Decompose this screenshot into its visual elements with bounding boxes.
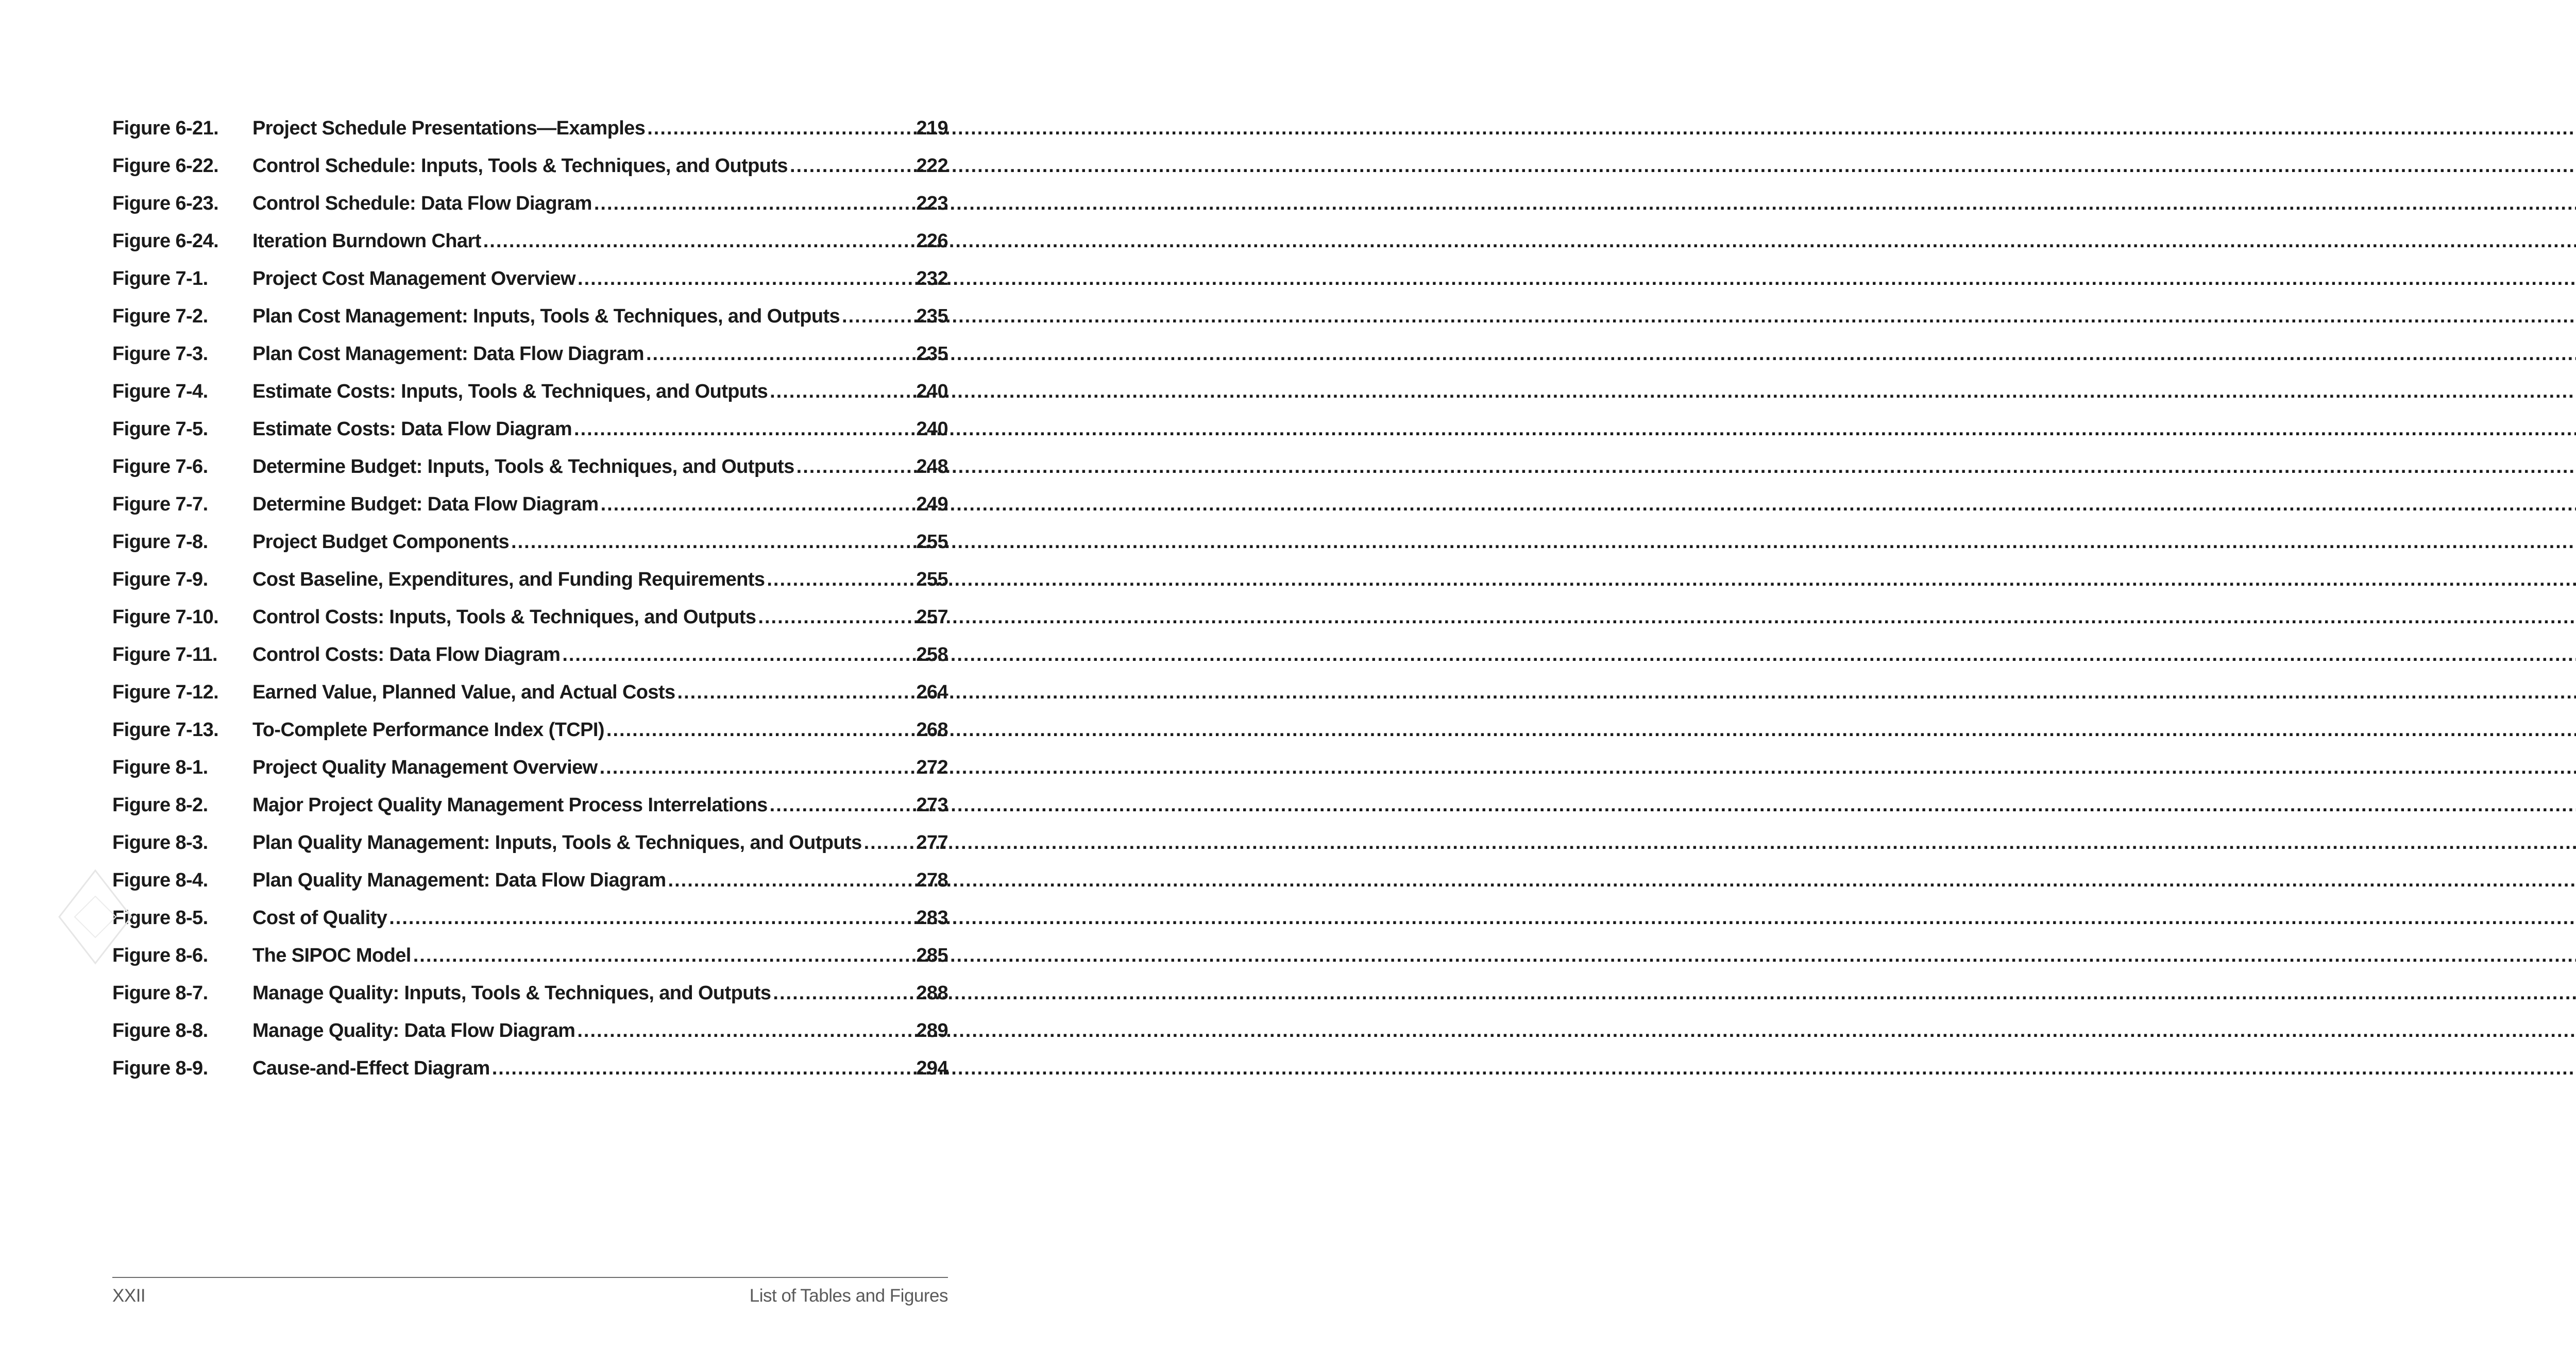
figure-number: Figure 8-1. [112,757,208,778]
figure-page-number: 235 [916,343,948,365]
figure-page-number: 288 [916,982,948,1004]
figure-number: Figure 8-3. [112,832,208,854]
figure-page-number: 232 [916,268,948,289]
dot-leader [677,681,914,704]
figure-page-number: 248 [916,456,948,477]
figure-page-number: 283 [916,907,948,929]
figure-page-number: 255 [916,569,948,590]
figure-page-number: 277 [916,832,948,854]
dot-leader [864,832,914,854]
dot-leader [389,907,914,929]
toc-entry[interactable] [112,757,948,794]
figure-title: Determine Budget: Data Flow Diagram [252,493,599,515]
toc-entry[interactable] [112,1057,948,1095]
figure-title: The SIPOC Model [252,945,411,966]
figure-page-number: 240 [916,381,948,402]
figure-number: Figure 7-10. [112,606,219,628]
figure-title: Control Schedule: Data Flow Diagram [252,193,592,214]
figure-page-number: 289 [916,1020,948,1042]
figure-title: Plan Quality Management: Data Flow Diagram [252,869,666,891]
dot-leader [562,644,914,666]
figure-page-number: 219 [916,117,948,139]
figure-number: Figure 8-7. [112,982,208,1004]
figure-number: Figure 7-6. [112,456,208,477]
figure-page-number: 226 [916,230,948,252]
dot-leader [770,794,914,816]
toc-entry[interactable] [112,907,948,945]
figure-number: Figure 8-6. [112,945,208,966]
dot-leader [577,1020,914,1042]
figure-page-number: 235 [916,305,948,327]
toc-entry[interactable] [112,117,948,155]
figure-page-number: 278 [916,869,948,891]
figure-number: Figure 7-4. [112,381,208,402]
figure-title: Project Budget Components [252,531,510,553]
figure-number: Figure 8-9. [112,1057,208,1079]
toc-entry[interactable] [112,945,948,982]
dot-leader [767,569,914,591]
figure-title: Major Project Quality Management Process Interrelations [252,794,768,816]
toc-entry[interactable] [112,719,948,757]
toc-entry[interactable] [112,381,948,418]
dot-leader [646,343,914,365]
figure-title: Cause-and-Effect Diagram [252,1057,490,1079]
figure-title: Earned Value, Planned Value, and Actual Costs [252,681,675,703]
figure-title: Plan Cost Management: Data Flow Diagram [252,343,644,365]
figure-page-number: 272 [916,757,948,778]
dot-leader [594,193,914,215]
dot-leader [574,418,914,440]
figure-title: Control Costs: Inputs, Tools & Techniques, and Outputs [252,606,756,628]
figure-page-number: 222 [916,155,948,177]
figure-number: Figure 6-24. [112,230,219,252]
figure-number: Figure 6-21. [112,117,219,139]
toc-entry[interactable] [112,418,948,456]
figure-page-number: 268 [916,719,948,741]
dot-leader [758,606,914,628]
toc-entry[interactable] [112,193,948,230]
figure-number: Figure 6-22. [112,155,219,177]
figure-title: Estimate Costs: Data Flow Diagram [252,418,572,440]
footer-section-title: List of Tables and Figures [749,1286,948,1306]
toc-entry[interactable] [112,493,948,531]
figure-page-number: 240 [916,418,948,440]
dot-leader [483,230,914,252]
figure-number: Figure 7-12. [112,681,219,703]
figure-number: Figure 7-5. [112,418,208,440]
figure-title: Plan Cost Management: Inputs, Tools & Techniques, and Outputs [252,305,840,327]
figure-title: Iteration Burndown Chart [252,230,481,252]
footer-rule [112,1277,948,1278]
figure-title: Project Quality Management Overview [252,757,598,778]
figure-title: Cost Baseline, Expenditures, and Funding Requirements [252,569,765,590]
dot-leader [511,531,914,553]
figure-number: Figure 7-2. [112,305,208,327]
dot-leader [773,982,914,1004]
footer-page-number: XXII [112,1286,146,1306]
figure-number: Figure 8-8. [112,1020,208,1042]
toc-entry[interactable] [112,305,948,343]
figure-title: Manage Quality: Data Flow Diagram [252,1020,575,1042]
figure-number: Figure 7-1. [112,268,208,289]
figure-title: Project Schedule Presentations—Examples [252,117,646,139]
dot-leader [796,456,914,478]
toc-entry[interactable] [112,1020,948,1057]
figure-title: Control Costs: Data Flow Diagram [252,644,561,666]
figure-number: Figure 7-3. [112,343,208,365]
toc-entry[interactable] [112,869,948,907]
toc-entry[interactable] [112,569,948,606]
figure-title: Cost of Quality [252,907,387,929]
figure-number: Figure 7-7. [112,493,208,515]
toc-entry[interactable] [112,155,948,193]
dot-leader [413,945,914,967]
figure-title: Determine Budget: Inputs, Tools & Techniques, and Outputs [252,456,794,477]
figure-page-number: 264 [916,681,948,703]
figure-number: Figure 7-8. [112,531,208,553]
toc-entry[interactable] [112,794,948,832]
toc-entry[interactable] [112,606,948,644]
figure-number: Figure 7-9. [112,569,208,590]
figure-page-number: 273 [916,794,948,816]
figure-number: Figure 8-5. [112,907,208,929]
figure-number: Figure 8-2. [112,794,208,816]
dot-leader [601,493,914,516]
dot-leader [492,1057,914,1080]
dot-leader [606,719,914,741]
figure-number: Figure 7-13. [112,719,219,741]
toc-entry[interactable] [112,681,948,719]
figure-title: To-Complete Performance Index (TCPI) [252,719,604,741]
figure-page-number: 257 [916,606,948,628]
figure-page-number: 285 [916,945,948,966]
toc-entry[interactable] [112,456,948,493]
dot-leader [647,117,914,140]
figure-title: Estimate Costs: Inputs, Tools & Techniques, and Outputs [252,381,768,402]
toc-entry[interactable] [112,343,948,381]
figure-page-number: 294 [916,1057,948,1079]
toc-entry[interactable] [112,832,948,869]
figure-title: Manage Quality: Inputs, Tools & Techniques, and Outputs [252,982,771,1004]
figure-number: Figure 6-23. [112,193,219,214]
dot-leader [842,305,914,328]
figure-page-number: 255 [916,531,948,553]
figure-number: Figure 8-4. [112,869,208,891]
dot-leader [578,268,914,290]
figure-title: Control Schedule: Inputs, Tools & Techniques, and Outputs [252,155,788,177]
dot-leader [770,381,914,403]
toc-entry[interactable] [112,268,948,305]
figure-title: Project Cost Management Overview [252,268,576,289]
figure-page-number: 249 [916,493,948,515]
toc-entry[interactable] [112,644,948,681]
toc-entry[interactable] [112,230,948,268]
figure-page-number: 258 [916,644,948,666]
toc-entry[interactable] [112,982,948,1020]
figure-title: Plan Quality Management: Inputs, Tools & Techniques, and Outputs [252,832,862,854]
toc-entry[interactable] [112,531,948,569]
figure-page-number: 223 [916,193,948,214]
dot-leader [600,757,914,779]
figure-list [112,117,948,1095]
dot-leader [668,869,914,892]
figure-number: Figure 7-11. [112,644,217,666]
dot-leader [790,155,914,177]
